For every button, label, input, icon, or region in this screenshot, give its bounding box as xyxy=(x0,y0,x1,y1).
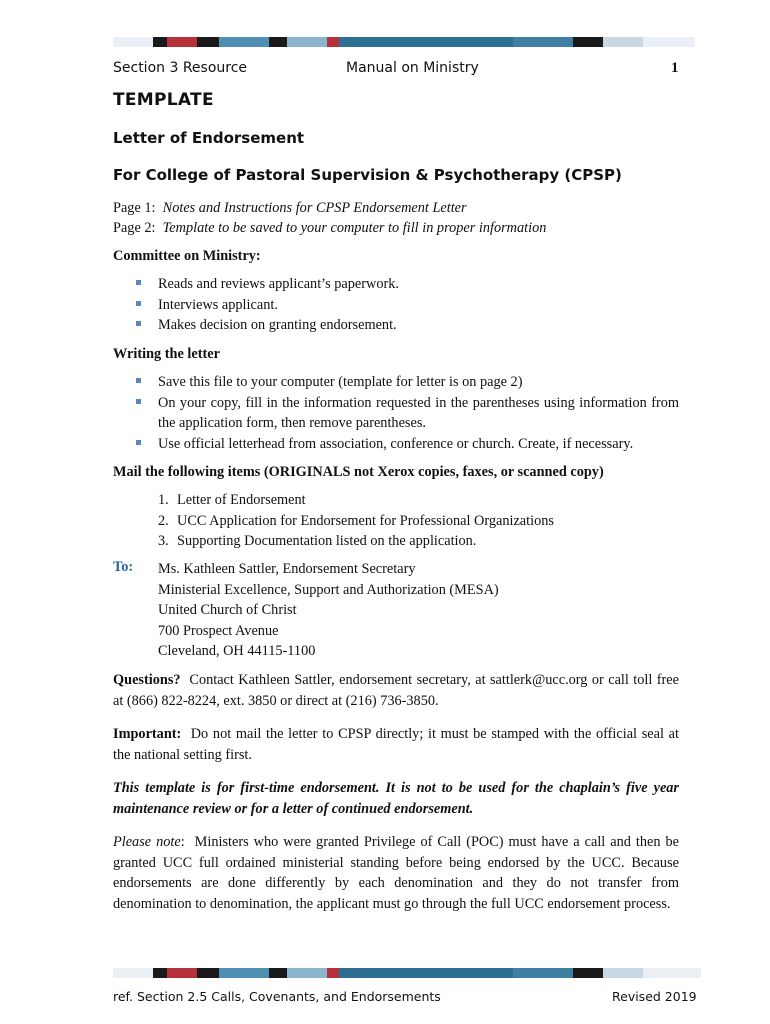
please-note-label: Please note xyxy=(113,834,181,850)
cpsp-heading: For College of Pastoral Supervision & Psychotherapy (CPSP) xyxy=(113,166,622,184)
address-line: Ministerial Excellence, Support and Authorization (MESA) xyxy=(158,581,499,598)
writing-heading: Writing the letter xyxy=(113,346,220,362)
mail-items-list xyxy=(113,490,679,552)
address-line: Ms. Kathleen Sattler, Endorsement Secretary xyxy=(158,561,416,577)
square-bullet-icon xyxy=(136,321,141,326)
page-1-label: Page 1: xyxy=(113,200,156,216)
list-item: Save this file to your computer (template for letter is on page 2) xyxy=(113,372,679,393)
header-decorative-band xyxy=(113,37,695,47)
square-bullet-icon xyxy=(136,440,141,445)
questions-label: Questions? xyxy=(113,672,181,688)
square-bullet-icon xyxy=(136,301,141,306)
page-1-line xyxy=(113,198,679,219)
list-item: Makes decision on granting endorsement. xyxy=(113,315,679,336)
list-item: On your copy, fill in the information requested in the parentheses using information from the application form, then remove parentheses. xyxy=(113,393,679,434)
footer-revised: Revised 2019 xyxy=(612,989,697,1004)
square-bullet-icon xyxy=(136,378,141,383)
first-time-endorsement-note: This template is for first-time endorsement. It is not to be used for the chaplain’s five year maintenance review or for a letter of continued endorsement. xyxy=(113,780,679,817)
important-text: Do not mail the letter to CPSP directly; it must be stamped with the official seal at the national setting first. xyxy=(113,726,679,763)
square-bullet-icon xyxy=(136,399,141,404)
committee-heading: Committee on Ministry: xyxy=(113,248,261,264)
footer-reference: ref. Section 2.5 Calls, Covenants, and Endorsements xyxy=(113,989,441,1004)
list-item: 3. Supporting Documentation listed on the application. xyxy=(158,533,477,550)
address-line: 700 Prospect Avenue xyxy=(158,622,279,639)
please-note-paragraph: Please note: Ministers who were granted Privilege of Call (POC) must have a call and then be granted UCC full ordained ministerial standing before being endorsed by the UCC. Because endorsements are done differently by each denomination and they do not transfer from denomination to denomination, the applicant must go through the full UCC endorsement process. xyxy=(113,834,679,912)
header-section-label: Section 3 Resource xyxy=(113,60,248,76)
page-subtitle: Letter of Endorsement xyxy=(113,129,305,147)
important-paragraph xyxy=(113,724,679,765)
questions-paragraph xyxy=(113,670,679,711)
page-number: 1 xyxy=(671,60,679,76)
page-2-description: Template to be saved to your computer to fill in proper information xyxy=(162,220,547,236)
footer-decorative-band xyxy=(113,968,701,978)
mail-heading: Mail the following items (ORIGINALS not Xerox copies, faxes, or scanned copy) xyxy=(113,464,604,480)
page-2-line xyxy=(113,218,679,239)
address-line: United Church of Christ xyxy=(158,602,297,619)
list-item: Use official letterhead from association, conference or church. Create, if necessary. xyxy=(113,434,679,455)
important-label: Important: xyxy=(113,726,182,742)
page-1-description: Notes and Instructions for CPSP Endorsement Letter xyxy=(162,200,467,216)
address-line: Cleveland, OH 44115-1100 xyxy=(158,643,316,660)
square-bullet-icon xyxy=(136,280,141,285)
list-item: Interviews applicant. xyxy=(113,295,679,316)
committee-list xyxy=(113,274,679,336)
page-title: TEMPLATE xyxy=(113,90,214,110)
list-item: 2. UCC Application for Endorsement for Professional Organizations xyxy=(158,512,554,529)
please-note-text: Ministers who were granted Privilege of Call (POC) must have a call and then be granted UCC full ordained ministerial standing before being endorsed by the UCC. Because endorsements are done differently by each denomination and they do not transfer from denomination to denomination, the applicant must go through the full UCC endorsement process. xyxy=(113,834,679,912)
list-item: Reads and reviews applicant’s paperwork. xyxy=(113,274,679,295)
mailing-address xyxy=(158,559,499,662)
writing-list xyxy=(113,372,679,454)
list-item: 1. Letter of Endorsement xyxy=(158,492,306,508)
to-label: To: xyxy=(113,559,134,575)
questions-text: Contact Kathleen Sattler, endorsement secretary, at sattlerk@ucc.org or call toll free at (866) 822-8224, ext. 3850 or direct at (216) 736-3850. xyxy=(113,672,679,709)
page-2-label: Page 2: xyxy=(113,220,156,236)
header-manual-title: Manual on Ministry xyxy=(346,60,479,76)
